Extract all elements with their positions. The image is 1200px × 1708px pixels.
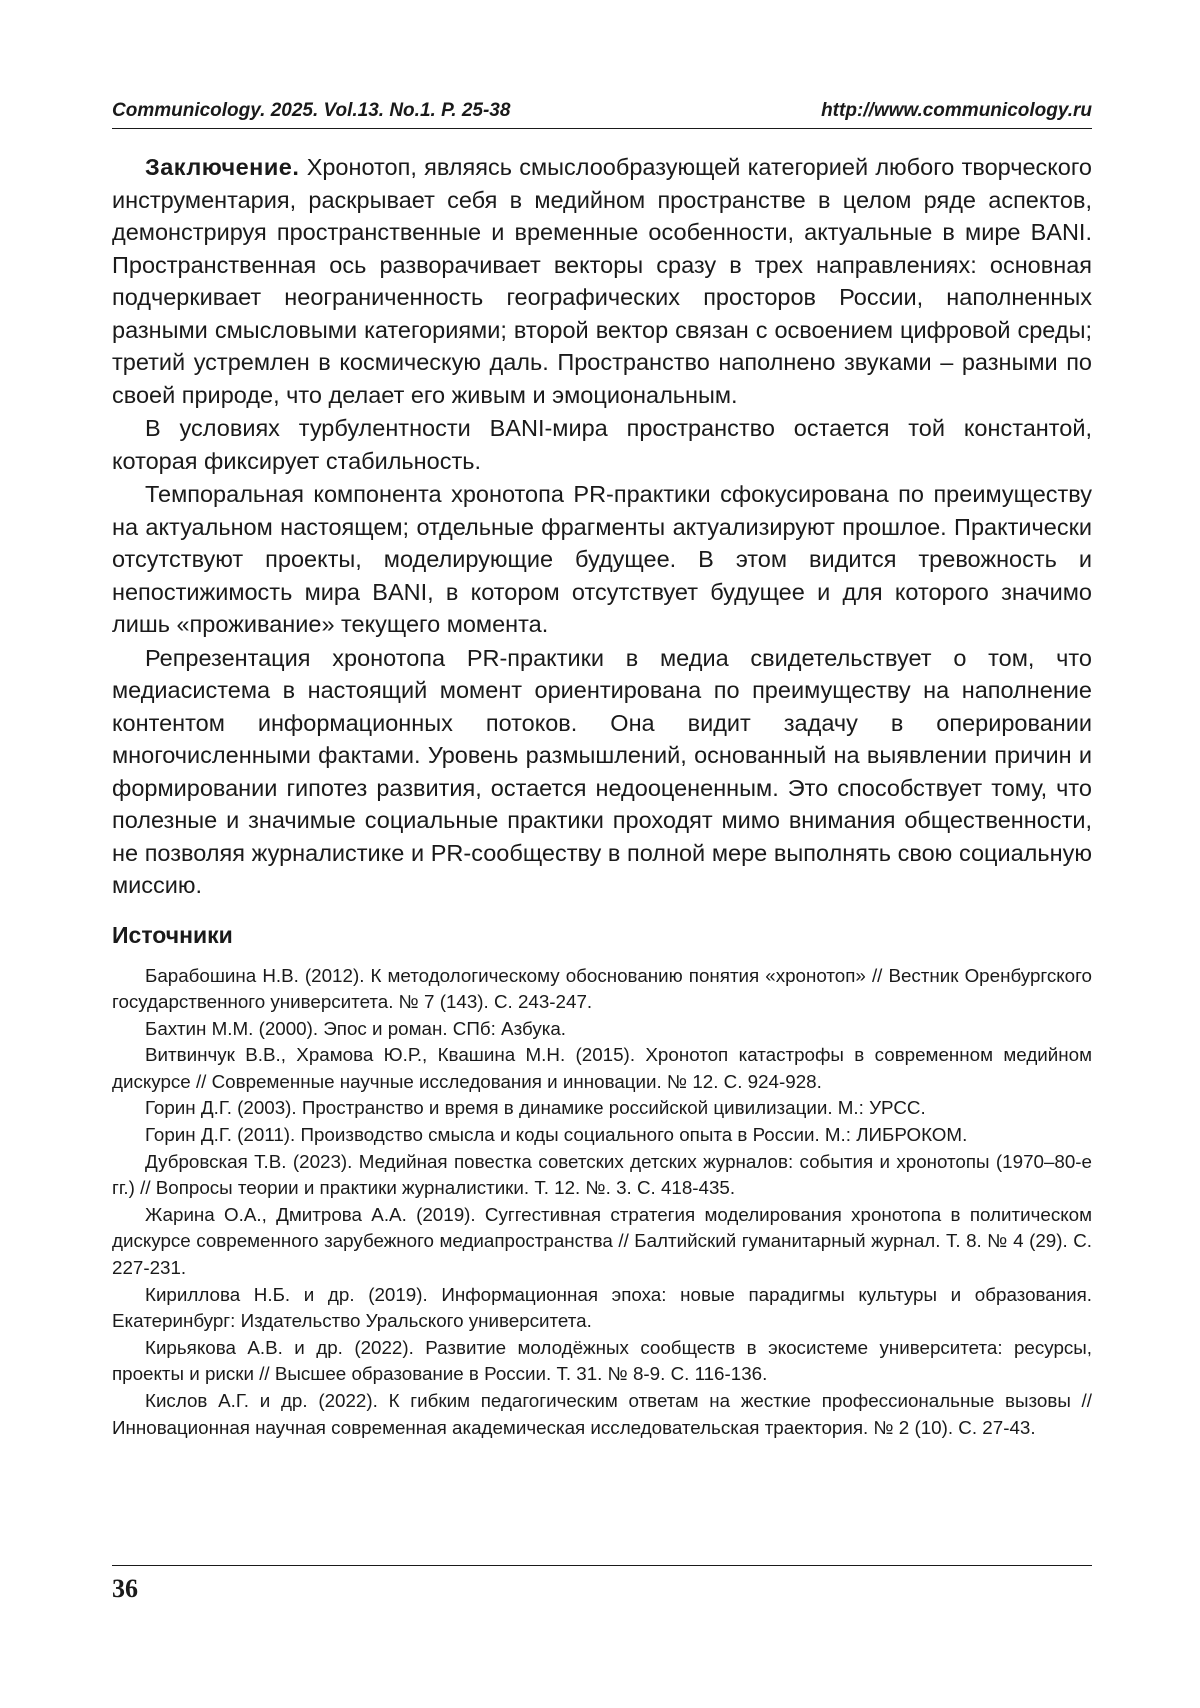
paragraph: Заключение. Хронотоп, являясь смыслообразующей категорией любого творческого инструментария, раскрывает себя в медийном пространстве в целом ряде аспектов, демонстрируя пространственные и временные особенности, актуальные в мире BANI. Пространственная ось разворачивает векторы сразу в трех направлениях: основная подчеркивает неограниченность географических просторов России, наполненных разными смысловыми категориями; второй вектор связан с освоением цифровой среды; третий устремлен в космическую даль. Пространство наполнено звуками – разными по своей природе, что делает его живым и эмоциональным.: [112, 154, 1092, 408]
page-footer: [112, 1565, 1092, 1604]
reference-item: Витвинчук В.В., Храмова Ю.Р., Квашина М.Н. (2015). Хронотоп катастрофы в современном медийном дискурсе // Современные научные исследования и инновации. № 12. С. 924-928.: [112, 1044, 1092, 1092]
reference-item: Кислов А.Г. и др. (2022). К гибким педагогическим ответам на жесткие профессиональные вызовы // Инновационная научная современная академическая исследовательская траектория. № 2 (10). С. 27-43.: [112, 1390, 1092, 1438]
conclusion-section: [112, 151, 1092, 902]
reference-item: Барабошина Н.В. (2012). К методологическому обоснованию понятия «хронотоп» // Вестник Оренбургского государственного университета. № 7 (143). С. 243-247.: [112, 964, 1092, 1013]
paragraph: В условиях турбулентности BANI-мира пространство остается той константой, которая фиксирует стабильность.: [112, 415, 1092, 474]
paragraph: Темпоральная компонента хронотопа PR-практики сфокусирована по преимуществу на актуальном настоящем; отдельные фрагменты актуализируют прошлое. Практически отсутствуют проекты, моделирующие будущее. В этом видится тревожность и непостижимость мира BANI, в котором отсутствует будущее и для которого значимо лишь «проживание» текущего момента.: [112, 481, 1092, 637]
reference-item: Горин Д.Г. (2003). Пространство и время в динамике российской цивилизации. М.: УРСС.: [145, 1097, 926, 1119]
reference-item: Кирьякова А.В. и др. (2022). Развитие молодёжных сообществ в экосистеме университета: ресурсы, проекты и риски // Высшее образование в России. Т. 31. № 8-9. С. 116-136.: [112, 1336, 1092, 1385]
reference-item: Бахтин М.М. (2000). Эпос и роман. СПб: Азбука.: [145, 1017, 567, 1039]
reference-item: Жарина О.А., Дмитрова А.А. (2019). Суггестивная стратегия моделирования хронотопа в политическом дискурсе современного зарубежного медиапространства // Балтийский гуманитарный журнал. Т. 8. № 4 (29). С. 227-231.: [112, 1203, 1092, 1279]
running-header: [112, 100, 1092, 129]
journal-citation: Communicology. 2025. Vol.13. No.1. P. 25-38: [112, 100, 511, 121]
conclusion-lead: Заключение.: [145, 154, 300, 180]
sources-heading: Источники: [112, 921, 233, 948]
page: [112, 100, 1092, 1441]
reference-item: Дубровская Т.В. (2023). Медийная повестка советских детских журналов: события и хронотопы (1970–80-е гг.) // Вопросы теории и практики журналистики. Т. 12. №. 3. С. 418-435.: [112, 1150, 1092, 1199]
reference-item: Горин Д.Г. (2011). Производство смысла и коды социального опыта в России. М.: ЛИБРОКОМ.: [145, 1124, 968, 1146]
page-number: 36: [112, 1574, 138, 1603]
journal-url[interactable]: http://www.communicology.ru: [821, 100, 1092, 121]
reference-list: [112, 963, 1092, 1442]
reference-item: Кириллова Н.Б. и др. (2019). Информационная эпоха: новые парадигмы культуры и образования. Екатеринбург: Издательство Уральского университета.: [112, 1283, 1092, 1332]
paragraph: Репрезентация хронотопа PR-практики в медиа свидетельствует о том, что медиасистема в настоящий момент ориентирована по преимуществу на наполнение контентом информационных потоков. Она видит задачу в оперировании многочисленными фактами. Уровень размышлений, основанный на выявлении причин и формировании гипотез развития, остается недооцененным. Это способствует тому, что полезные и значимые социальные практики проходят мимо внимания общественности, не позволяя журналистике и PR-сообществу в полной мере выполнять свою социальную миссию.: [112, 644, 1092, 898]
